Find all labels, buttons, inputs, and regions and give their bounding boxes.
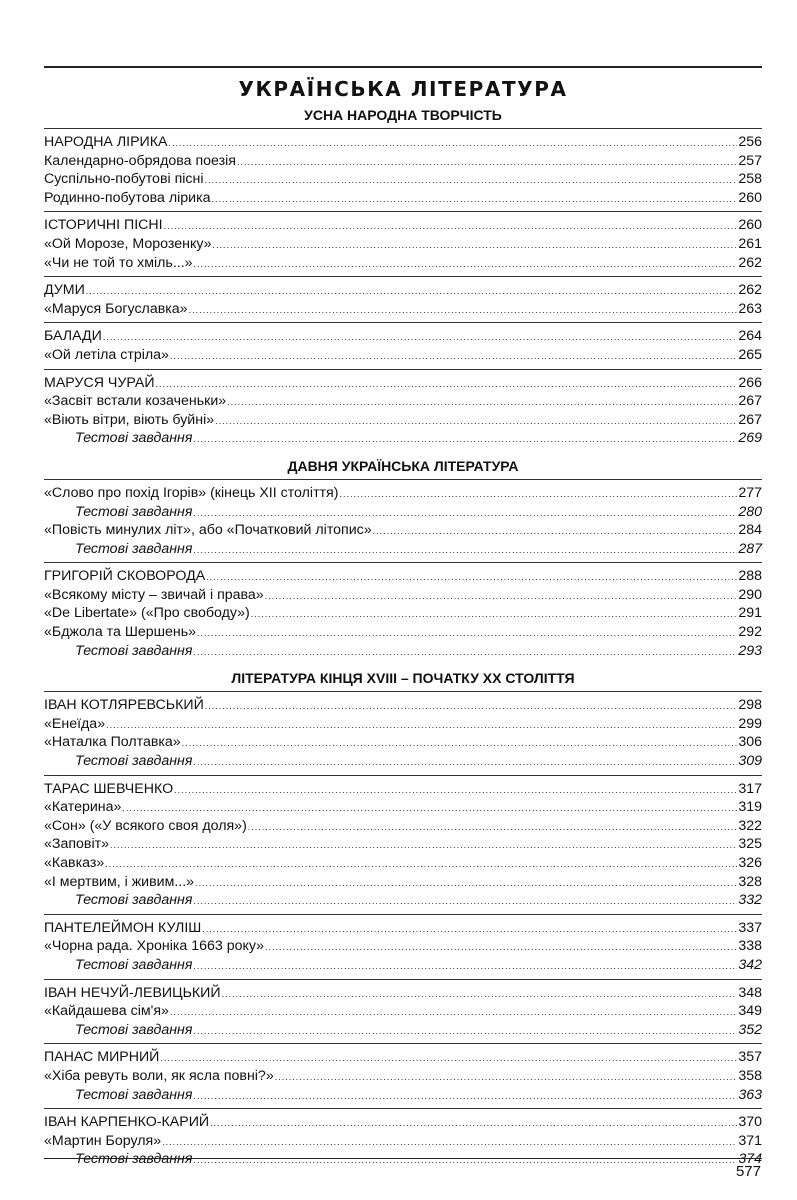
entry-title: «Хіба ревуть воли, як ясла повні?» — [44, 1067, 274, 1084]
dot-leader — [170, 347, 737, 366]
entry-page-number: 322 — [738, 817, 762, 834]
dot-leader — [210, 1114, 737, 1133]
dot-leader — [105, 855, 737, 874]
toc-entry[interactable] — [44, 216, 762, 235]
dot-leader — [265, 938, 737, 957]
entry-title: «Катерина» — [44, 799, 122, 816]
entry-title: Тестові завдання — [75, 892, 193, 909]
entry-title: ТАРАС ШЕВЧЕНКО — [44, 780, 174, 797]
group-divider — [44, 1043, 762, 1044]
entry-page-number: 374 — [738, 1151, 762, 1168]
section-gap — [44, 660, 762, 669]
dot-leader — [168, 134, 737, 153]
entry-page-number: 358 — [738, 1067, 762, 1084]
entry-page-number: 258 — [738, 171, 762, 188]
entry-page-number: 370 — [738, 1114, 762, 1131]
dot-leader — [106, 716, 737, 735]
dot-leader — [206, 568, 737, 587]
entry-title: «Сон» («У всякого своя доля») — [44, 817, 247, 834]
entry-page-number: 291 — [738, 605, 762, 622]
dot-leader — [193, 541, 737, 560]
toc-entry-tests[interactable] — [44, 752, 762, 771]
entry-title: «Бджола та Шершень» — [44, 624, 197, 641]
toc-entry-tests[interactable] — [44, 1021, 762, 1040]
toc-entry[interactable] — [44, 835, 762, 854]
entry-page-number: 262 — [738, 254, 762, 271]
section-title: ДАВНЯ УКРАЇНСЬКА ЛІТЕРАТУРА — [287, 457, 519, 474]
entry-page-number: 284 — [738, 522, 762, 539]
toc-entry-tests[interactable] — [44, 540, 762, 559]
dot-leader — [110, 836, 737, 855]
dot-leader — [237, 153, 737, 172]
entry-title: Тестові завдання — [75, 1151, 193, 1168]
toc-entry-tests[interactable] — [44, 429, 762, 448]
toc-entry[interactable] — [44, 567, 762, 586]
entry-page-number: 277 — [738, 484, 762, 501]
entry-page-number: 363 — [738, 1086, 762, 1103]
toc-entry[interactable] — [44, 521, 762, 540]
dot-leader — [164, 217, 738, 236]
entry-page-number: 309 — [738, 753, 762, 770]
entry-title: «Ой Морозе, Морозенку» — [44, 235, 212, 252]
entry-title: ПАНАС МИРНИЙ — [44, 1049, 160, 1066]
entry-title: «Маруся Богуславка» — [44, 300, 188, 317]
group-divider — [44, 775, 762, 776]
entry-page-number: 306 — [738, 734, 762, 751]
dot-leader — [170, 1003, 737, 1022]
entry-title: Тестові завдання — [75, 503, 193, 520]
dot-leader — [195, 874, 737, 893]
entry-title: Тестові завдання — [75, 430, 193, 447]
dot-leader — [251, 605, 738, 624]
entry-page-number: 256 — [738, 134, 762, 150]
entry-page-number: 357 — [738, 1049, 762, 1066]
toc-entry[interactable] — [44, 696, 762, 715]
entry-title: ІВАН КОТЛЯРЕВСЬКИЙ — [44, 697, 204, 714]
group-divider — [44, 322, 762, 323]
toc-entry[interactable] — [44, 133, 762, 152]
dot-leader — [193, 1022, 737, 1041]
toc-entry[interactable] — [44, 1048, 762, 1067]
toc-entry[interactable] — [44, 1067, 762, 1086]
entry-title: «Енеїда» — [44, 715, 106, 732]
dot-leader — [193, 892, 737, 911]
entry-page-number: 265 — [738, 346, 762, 363]
entry-title: «Наталка Полтавка» — [44, 734, 181, 751]
entry-title: «Мартин Боруля» — [44, 1132, 162, 1149]
toc-entry[interactable] — [44, 281, 762, 300]
dot-leader — [193, 643, 737, 662]
toc-entry[interactable] — [44, 1132, 762, 1151]
toc-entry[interactable] — [44, 484, 762, 503]
toc-entry-tests[interactable] — [44, 891, 762, 910]
entry-page-number: 260 — [738, 189, 762, 206]
entry-title: «Віють вітри, віють буйні» — [44, 411, 215, 428]
toc-entry[interactable] — [44, 1002, 762, 1021]
entry-title: «De Libertate» («Про свободу») — [44, 605, 250, 622]
entry-title: «Кавказ» — [44, 855, 105, 871]
table-of-contents — [44, 106, 762, 1169]
dot-leader — [212, 236, 737, 255]
entry-page-number: 264 — [738, 328, 762, 345]
entry-title: Тестові завдання — [75, 540, 193, 557]
toc-entry[interactable] — [44, 170, 762, 189]
entry-page-number: 292 — [738, 624, 762, 641]
dot-leader — [339, 485, 737, 504]
entry-title: «Заповіт» — [44, 836, 110, 853]
dot-leader — [193, 957, 737, 976]
entry-page-number: 337 — [738, 919, 762, 936]
toc-entry[interactable] — [44, 854, 762, 873]
toc-entry[interactable] — [44, 1113, 762, 1132]
entry-page-number: 266 — [738, 374, 762, 391]
toc-entry-tests[interactable] — [44, 503, 762, 522]
entry-title: Тестові завдання — [75, 642, 193, 659]
toc-entry[interactable] — [44, 623, 762, 642]
entry-title: ІВАН НЕЧУЙ-ЛЕВИЦЬКИЙ — [44, 984, 221, 1001]
entry-title: ПАНТЕЛЕЙМОН КУЛІШ — [44, 919, 202, 936]
entry-page-number: 326 — [738, 855, 762, 871]
entry-title: Тестові завдання — [75, 1086, 193, 1103]
entry-title: НАРОДНА ЛІРИКА — [44, 134, 168, 150]
dot-leader — [156, 375, 738, 394]
group-divider — [44, 914, 762, 915]
group-divider — [44, 562, 762, 563]
group-divider — [44, 211, 762, 212]
toc-entry[interactable] — [44, 733, 762, 752]
entry-page-number: 317 — [738, 780, 762, 797]
entry-title: Тестові завдання — [75, 1021, 193, 1038]
entry-title: Тестові завдання — [75, 956, 193, 973]
toc-entry[interactable] — [44, 152, 762, 171]
entry-page-number: 290 — [738, 586, 762, 603]
dot-leader — [197, 624, 737, 643]
toc-entry-tests[interactable] — [44, 642, 762, 661]
dot-leader — [160, 1049, 737, 1068]
entry-title: «Чорна рада. Хроніка 1663 року» — [44, 938, 265, 955]
dot-leader — [373, 522, 738, 541]
entry-title: «Засвіт встали козаченьки» — [44, 393, 227, 410]
entry-page-number: 298 — [738, 697, 762, 714]
group-divider — [44, 276, 762, 277]
dot-leader — [193, 430, 737, 449]
entry-page-number: 299 — [738, 715, 762, 732]
group-divider — [44, 979, 762, 980]
entry-page-number: 288 — [738, 568, 762, 585]
toc-entry[interactable] — [44, 586, 762, 605]
toc-entry[interactable] — [44, 817, 762, 836]
entry-page-number: 332 — [738, 892, 762, 909]
page-number: 577 — [735, 1163, 761, 1180]
toc-entry[interactable] — [44, 411, 762, 430]
entry-page-number: 262 — [738, 282, 762, 299]
entry-page-number: 319 — [738, 799, 762, 816]
dot-leader — [205, 697, 738, 716]
entry-title: ДУМИ — [44, 282, 85, 299]
dot-leader — [193, 753, 737, 772]
entry-title: БАЛАДИ — [44, 328, 102, 345]
dot-leader — [162, 1133, 737, 1152]
toc-entry[interactable] — [44, 937, 762, 956]
entry-page-number: 338 — [738, 938, 762, 955]
dot-leader — [193, 1087, 737, 1106]
toc-entry[interactable] — [44, 327, 762, 346]
entry-page-number: 325 — [738, 836, 762, 853]
dot-leader — [211, 190, 737, 209]
entry-page-number: 287 — [738, 540, 762, 557]
dot-leader — [122, 799, 737, 818]
entry-title: ІСТОРИЧНІ ПІСНІ — [44, 217, 163, 234]
entry-title: Родинно-побутова лірика — [44, 189, 211, 206]
toc-entry[interactable] — [44, 798, 762, 817]
toc-entry[interactable] — [44, 254, 762, 273]
entry-title: МАРУСЯ ЧУРАЙ — [44, 374, 155, 391]
dot-leader — [194, 255, 738, 274]
entry-title: ІВАН КАРПЕНКО-КАРИЙ — [44, 1114, 210, 1131]
toc-entry[interactable] — [44, 919, 762, 938]
dot-leader — [275, 1068, 738, 1087]
toc-entry[interactable] — [44, 346, 762, 365]
entry-title: «Кайдашева сім'я» — [44, 1003, 169, 1020]
entry-page-number: 349 — [738, 1003, 762, 1020]
entry-page-number: 260 — [738, 217, 762, 234]
toc-entry-tests[interactable] — [44, 1086, 762, 1105]
entry-page-number: 342 — [738, 956, 762, 973]
entry-page-number: 348 — [738, 984, 762, 1001]
section-title: ЛІТЕРАТУРА КІНЦЯ XVIII – ПОЧАТКУ XX СТОЛІТТЯ — [231, 670, 575, 687]
toc-entry[interactable] — [44, 235, 762, 254]
dot-leader — [86, 282, 738, 301]
toc-entry[interactable] — [44, 189, 762, 208]
toc-entry[interactable] — [44, 873, 762, 892]
entry-title: «Слово про похід Ігорів» (кінець XII століття) — [44, 484, 339, 501]
entry-page-number: 261 — [738, 235, 762, 252]
entry-page-number: 257 — [738, 152, 762, 169]
entry-title: «Чи не той то хміль...» — [44, 254, 193, 271]
group-divider — [44, 691, 762, 692]
entry-title: Суспільно-побутові пісні — [44, 171, 204, 188]
dot-leader — [222, 985, 738, 1004]
entry-title: «Всякому місту – звичай і права» — [44, 586, 264, 603]
group-divider — [44, 369, 762, 370]
dot-leader — [265, 587, 738, 606]
entry-title: Тестові завдання — [75, 753, 193, 770]
dot-leader — [182, 734, 738, 753]
toc-entry[interactable] — [44, 604, 762, 623]
toc-entry[interactable] — [44, 392, 762, 411]
toc-entry[interactable] — [44, 374, 762, 393]
top-rule — [44, 66, 762, 68]
dot-leader — [103, 328, 738, 347]
dot-leader — [193, 504, 737, 523]
section-gap — [44, 448, 762, 457]
entry-title: «Ой летіла стріла» — [44, 346, 169, 363]
entry-page-number: 267 — [738, 411, 762, 428]
entry-page-number: 269 — [738, 430, 762, 447]
toc-entry[interactable] — [44, 984, 762, 1003]
toc-entry[interactable] — [44, 300, 762, 319]
dot-leader — [202, 920, 737, 939]
dot-leader — [193, 1151, 737, 1170]
entry-title: ГРИГОРІЙ СКОВОРОДА — [44, 568, 206, 585]
page-title: УКРАЇНСЬКА ЛІТЕРАТУРА — [238, 77, 568, 101]
toc-entry[interactable] — [44, 715, 762, 734]
toc-entry-tests[interactable] — [44, 956, 762, 975]
toc-entry[interactable] — [44, 780, 762, 799]
entry-page-number: 352 — [738, 1021, 762, 1038]
entry-title: Календарно-обрядова поезія — [44, 152, 236, 169]
entry-page-number: 371 — [738, 1132, 762, 1149]
toc-entry-tests[interactable] — [44, 1150, 762, 1169]
dot-leader — [215, 412, 737, 431]
dot-leader — [174, 781, 737, 800]
entry-page-number: 328 — [738, 873, 762, 890]
dot-leader — [248, 818, 738, 837]
dot-leader — [204, 171, 737, 190]
entry-title: «Повість минулих літ», або «Початковий літопис» — [44, 522, 372, 539]
group-divider — [44, 479, 762, 480]
dot-leader — [189, 301, 738, 320]
entry-page-number: 267 — [738, 393, 762, 410]
entry-title: «І мертвим, і живим...» — [44, 873, 195, 890]
dot-leader — [227, 393, 737, 412]
entry-page-number: 293 — [738, 642, 762, 659]
group-divider — [44, 1108, 762, 1109]
entry-page-number: 263 — [738, 300, 762, 317]
bottom-rule — [44, 1158, 762, 1159]
section-title: УСНА НАРОДНА ТВОРЧІСТЬ — [304, 107, 502, 123]
entry-page-number: 280 — [738, 503, 762, 520]
group-divider — [44, 128, 762, 129]
